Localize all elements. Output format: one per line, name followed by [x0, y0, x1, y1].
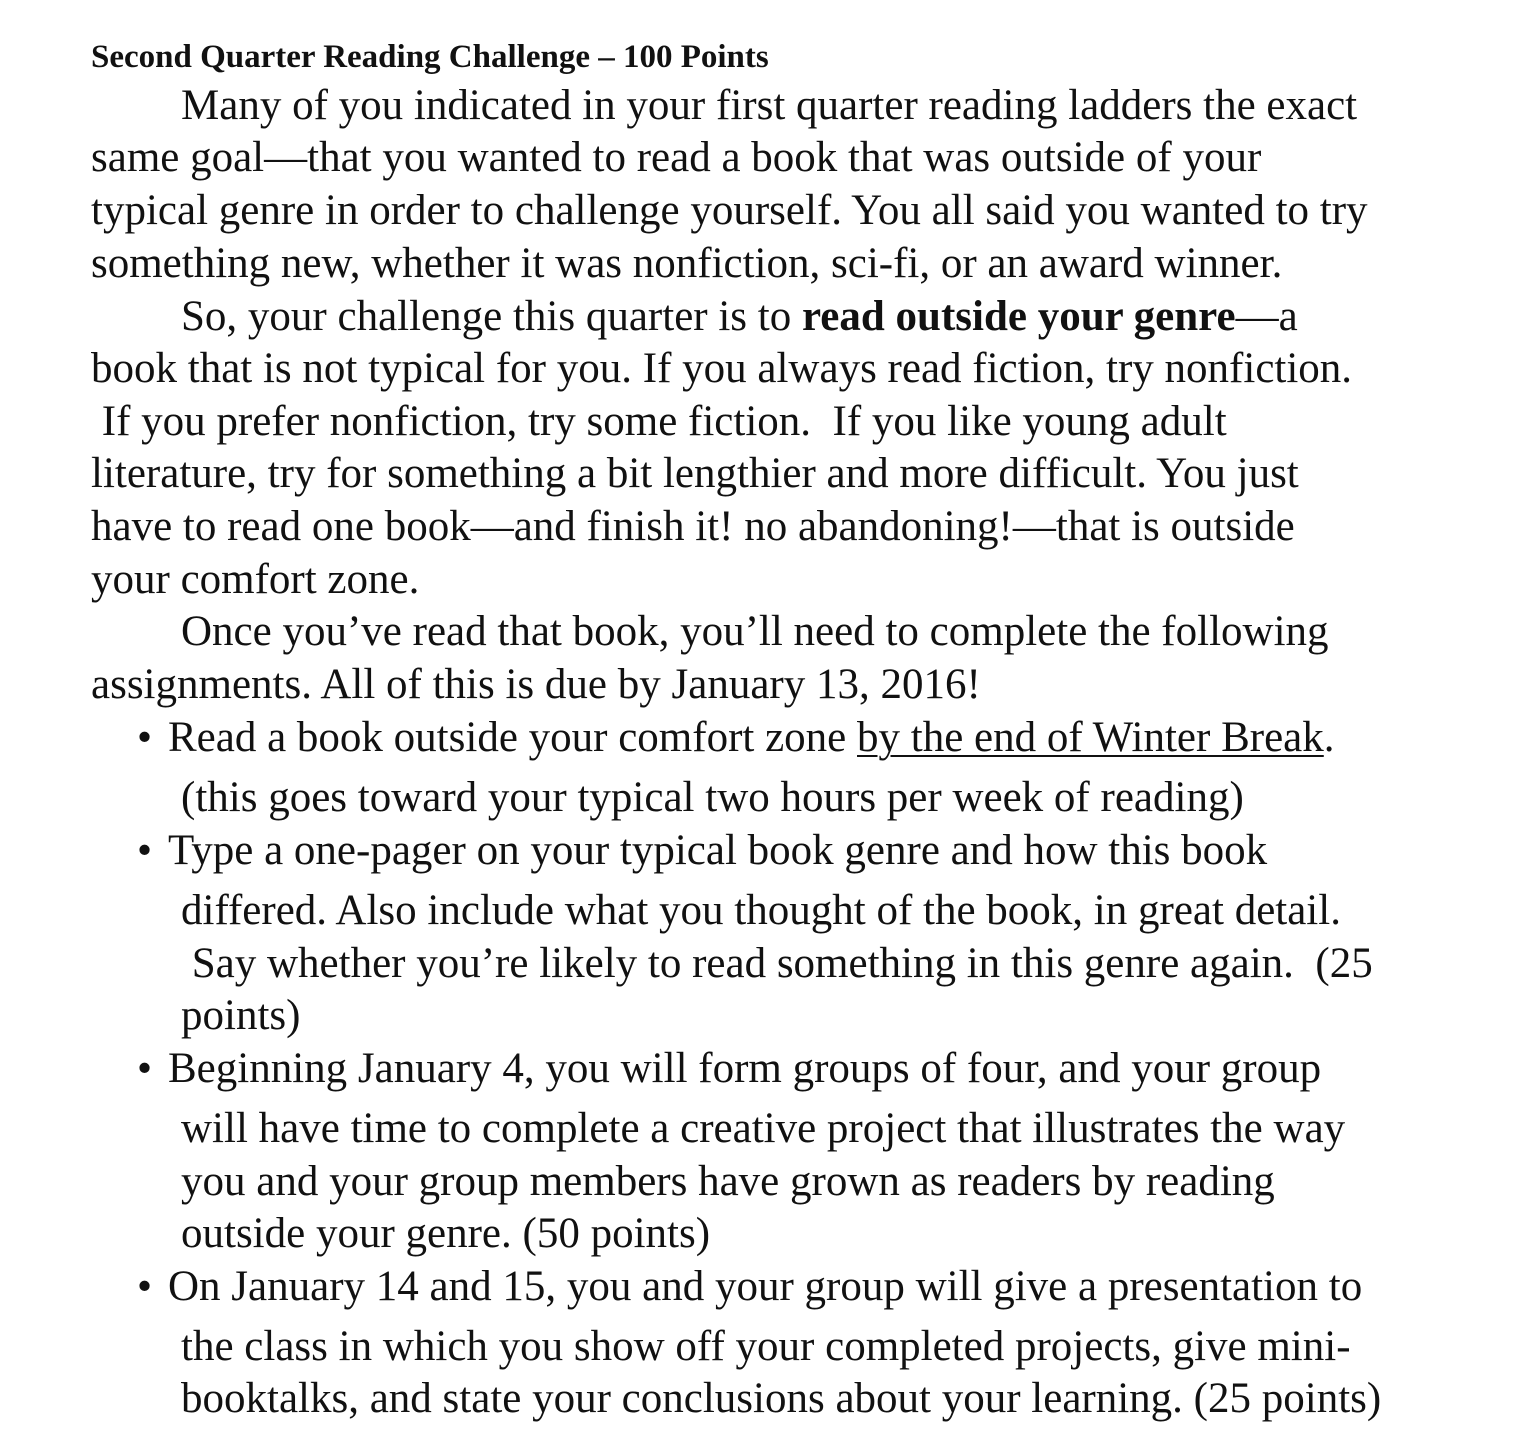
- paragraph-2-line-6: your comfort zone.: [91, 556, 420, 603]
- bullet-marker: •: [137, 827, 153, 874]
- bullet-3-line-3: you and your group members have grown as readers by reading: [181, 1158, 1275, 1205]
- bullet-3-line-4: outside your genre. (50 points): [181, 1210, 711, 1257]
- bullet-2-line-3: Say whether you’re likely to read something in this genre again. (25: [181, 940, 1373, 987]
- paragraph-2-line-3: If you prefer nonfiction, try some fiction. If you like young adult: [91, 398, 1227, 445]
- bullet-marker: •: [137, 1045, 153, 1092]
- bullet-3-line-1: Beginning January 4, you will form groups of four, and your group: [168, 1045, 1322, 1092]
- paragraph-1-line-3: typical genre in order to challenge yourself. You all said you wanted to try: [91, 187, 1368, 234]
- paragraph-2-line-4: literature, try for something a bit lengthier and more difficult. You just: [91, 450, 1299, 497]
- paragraph-2-line-2: book that is not typical for you. If you always read fiction, try nonfiction.: [91, 345, 1353, 392]
- bullet-1-line-2: (this goes toward your typical two hours per week of reading): [181, 774, 1244, 821]
- bullet-1-line-1: [168, 713, 1335, 763]
- bullet-4-line-1: On January 14 and 15, you and your group will give a presentation to: [168, 1263, 1363, 1310]
- paragraph-1-line-4: something new, whether it was nonfiction, sci-fi, or an award winner.: [91, 240, 1283, 287]
- bullet-4-line-3: booktalks, and state your conclusions about your learning. (25 points): [181, 1375, 1382, 1422]
- emphasis-read-outside-genre: read outside your genre: [801, 293, 1236, 340]
- paragraph-1-line-2: same goal—that you wanted to read a book that was outside of your: [91, 134, 1262, 181]
- paragraph-2-line-5: have to read one book—and finish it! no abandoning!—that is outside: [91, 503, 1295, 550]
- bullet-2-line-4: points): [181, 992, 301, 1039]
- bullet-4-line-2: the class in which you show off your completed projects, give mini-: [181, 1323, 1351, 1370]
- bullet-1-period: .: [1323, 714, 1335, 761]
- bullet-marker: •: [137, 1263, 153, 1310]
- bullet-2-line-2: differed. Also include what you thought of the book, in great detail.: [181, 887, 1341, 934]
- paragraph-2-text-after: —a: [1235, 293, 1298, 340]
- bullet-1-text: Read a book outside your comfort zone: [168, 714, 858, 761]
- paragraph-2-line-1: [181, 292, 1298, 342]
- paragraph-3-line-1: Once you’ve read that book, you’ll need to complete the following: [181, 608, 1329, 655]
- paragraph-1-line-1: Many of you indicated in your first quarter reading ladders the exact: [181, 82, 1358, 129]
- underlined-deadline: by the end of Winter Break: [857, 714, 1324, 761]
- bullet-3-line-2: will have time to complete a creative project that illustrates the way: [181, 1105, 1346, 1152]
- paragraph-3-line-2: assignments. All of this is due by January 13, 2016!: [91, 661, 981, 708]
- bullet-marker: •: [137, 714, 153, 761]
- bullet-2-line-1: Type a one-pager on your typical book genre and how this book: [168, 827, 1268, 874]
- paragraph-2-text: So, your challenge this quarter is to: [181, 293, 802, 340]
- document-title: Second Quarter Reading Challenge – 100 Points: [91, 39, 769, 75]
